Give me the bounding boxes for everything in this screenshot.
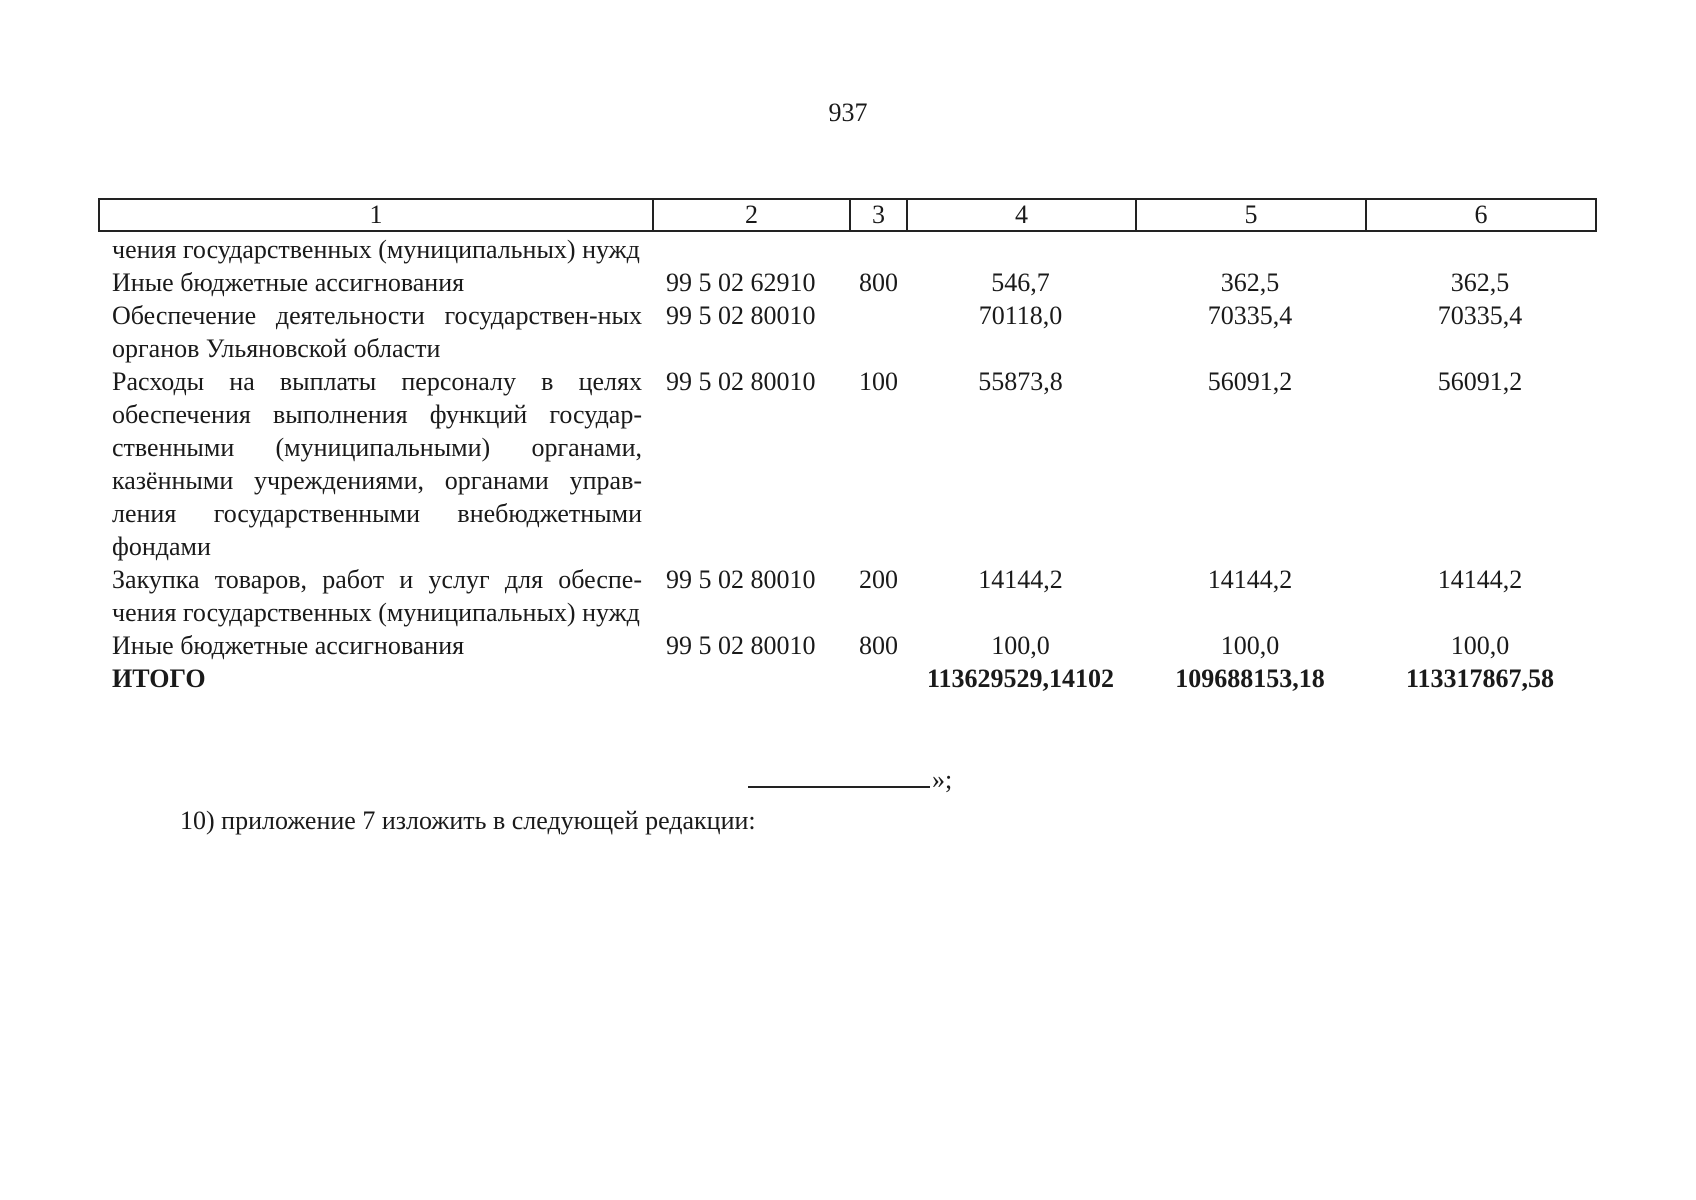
budget-table xyxy=(98,233,1595,695)
closing-quote: »; xyxy=(932,765,953,794)
expense-type: 800 xyxy=(859,268,898,297)
header-col-6: 6 xyxy=(1366,199,1596,231)
header-col-2: 2 xyxy=(653,199,850,231)
total-code-empty xyxy=(652,662,849,695)
value-col-6: 362,5 xyxy=(1450,268,1510,297)
signature-line xyxy=(748,764,930,788)
expense-type: 800 xyxy=(859,631,898,660)
value-col-4: 100,0 xyxy=(991,631,1050,660)
value-col-4: 546,7 xyxy=(991,268,1050,297)
target-code: 99 5 02 80010 xyxy=(666,631,816,660)
total-label: ИТОГО xyxy=(112,664,206,693)
total-col-6: 113317867,58 xyxy=(1405,664,1555,693)
value-col-4: 55873,8 xyxy=(978,367,1063,396)
table-row xyxy=(98,299,1595,365)
table-row xyxy=(98,365,1595,563)
expense-name: Закупка товаров, работ и услуг для обеспе-чения государственных (муниципальных) нужд xyxy=(112,565,642,627)
value-col-5: 100,0 xyxy=(1220,631,1280,660)
page-number: 937 xyxy=(828,98,868,127)
expense-name: Иные бюджетные ассигнования xyxy=(112,631,465,660)
target-code: 99 5 02 80010 xyxy=(666,367,816,396)
header-col-3: 3 xyxy=(850,199,907,231)
expense-type xyxy=(849,233,906,266)
value-col-6: 100,0 xyxy=(1450,631,1510,660)
table-row xyxy=(98,266,1595,299)
table-row xyxy=(98,563,1595,629)
total-row xyxy=(98,662,1595,695)
value-col-6: 56091,2 xyxy=(1437,367,1523,396)
target-code: 99 5 02 80010 xyxy=(666,301,816,330)
value-col-4 xyxy=(906,233,1135,266)
value-col-5: 70335,4 xyxy=(1207,301,1293,330)
expense-name: Обеспечение деятельности государствен-ных органов Ульяновской области xyxy=(112,301,642,363)
closing-mark xyxy=(748,764,952,795)
total-col-5: 109688153,18 xyxy=(1175,664,1325,693)
value-col-5: 14144,2 xyxy=(1207,565,1293,594)
value-col-6 xyxy=(1365,233,1595,266)
value-col-4: 14144,2 xyxy=(978,565,1063,594)
column-number-header xyxy=(98,198,1597,232)
header-col-4: 4 xyxy=(907,199,1136,231)
header-col-5: 5 xyxy=(1136,199,1366,231)
expense-type: 100 xyxy=(859,367,898,396)
expense-name: чения государственных (муниципальных) нужд xyxy=(112,235,640,264)
value-col-6: 70335,4 xyxy=(1437,301,1523,330)
table-row xyxy=(98,629,1595,662)
target-code xyxy=(652,233,849,266)
value-col-5 xyxy=(1135,233,1365,266)
value-col-4: 70118,0 xyxy=(978,301,1063,330)
expense-name: Расходы на выплаты персоналу в целях обеспечения выполнения функций государ-ственными (муниципальными) органами, казёнными учреждениями, органами управ-ления государственными внебюджетными фондами xyxy=(112,367,642,561)
target-code: 99 5 02 62910 xyxy=(666,268,816,297)
expense-type: 200 xyxy=(859,565,898,594)
value-col-5: 56091,2 xyxy=(1207,367,1293,396)
value-col-5: 362,5 xyxy=(1220,268,1280,297)
instruction-text: 10) приложение 7 изложить в следующей редакции: xyxy=(180,806,756,835)
expense-type xyxy=(849,299,906,365)
total-type-empty xyxy=(849,662,906,695)
expense-name: Иные бюджетные ассигнования xyxy=(112,268,465,297)
table-row xyxy=(98,233,1595,266)
total-col-4: 113629529,14102 xyxy=(926,664,1115,693)
target-code: 99 5 02 80010 xyxy=(666,565,816,594)
value-col-6: 14144,2 xyxy=(1437,565,1523,594)
header-col-1: 1 xyxy=(99,199,653,231)
